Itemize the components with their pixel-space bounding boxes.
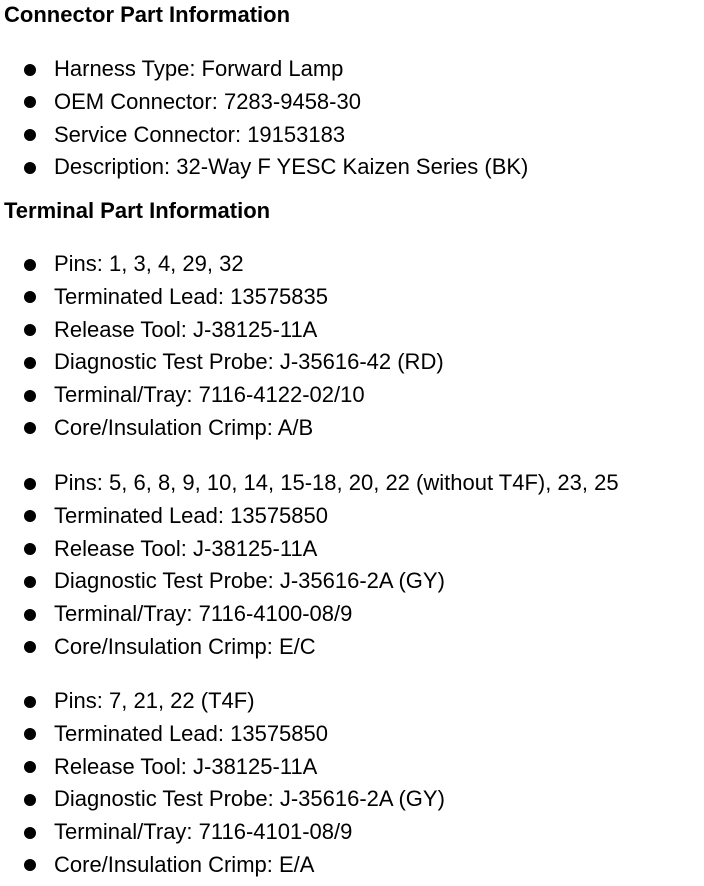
bullet-icon — [24, 794, 36, 806]
bullet-icon — [24, 478, 36, 490]
service-connector: Service Connector: 19153183 — [54, 121, 346, 147]
diagnostic-test-probe: Diagnostic Test Probe: J-35616-2A (GY) — [54, 786, 445, 812]
terminated-lead: Terminated Lead: 13575850 — [54, 720, 328, 746]
bullet-icon — [24, 761, 36, 773]
bullet-icon — [24, 422, 36, 434]
bullet-icon — [24, 162, 36, 174]
bullet-icon — [24, 641, 36, 653]
terminal-tray: Terminal/Tray: 7116-4100-08/9 — [54, 601, 353, 627]
bullet-icon — [24, 259, 36, 271]
bullet-icon — [24, 64, 36, 76]
diagnostic-test-probe: Diagnostic Test Probe: J-35616-42 (RD) — [54, 349, 444, 375]
release-tool: Release Tool: J-38125-11A — [54, 316, 318, 342]
bullet-icon — [24, 827, 36, 839]
terminated-lead: Terminated Lead: 13575850 — [54, 502, 328, 528]
bullet-icon — [24, 696, 36, 708]
bullet-icon — [24, 129, 36, 141]
release-tool: Release Tool: J-38125-11A — [54, 535, 318, 561]
bullet-icon — [24, 324, 36, 336]
pins: Pins: 5, 6, 8, 9, 10, 14, 15-18, 20, 22 (without T4F), 23, 25 — [54, 470, 619, 495]
core-insulation-crimp: Core/Insulation Crimp: E/A — [54, 851, 315, 877]
bullet-icon — [24, 728, 36, 740]
harness-type: Harness Type: Forward Lamp — [54, 56, 344, 81]
bullet-icon — [24, 859, 36, 871]
bullet-icon — [24, 543, 36, 555]
terminal-part-heading: Terminal Part Information — [4, 198, 271, 223]
oem-connector: OEM Connector: 7283-9458-30 — [54, 88, 361, 114]
terminated-lead: Terminated Lead: 13575835 — [54, 283, 328, 309]
diagnostic-test-probe: Diagnostic Test Probe: J-35616-2A (GY) — [54, 568, 445, 594]
bullet-icon — [24, 357, 36, 369]
pins: Pins: 1, 3, 4, 29, 32 — [54, 251, 244, 276]
bullet-icon — [24, 390, 36, 402]
connector-part-heading: Connector Part Information — [4, 2, 291, 27]
core-insulation-crimp: Core/Insulation Crimp: A/B — [54, 414, 314, 440]
bullet-icon — [24, 96, 36, 108]
description: Description: 32-Way F YESC Kaizen Series (BK) — [54, 154, 529, 180]
bullet-icon — [24, 510, 36, 522]
bullet-icon — [24, 576, 36, 588]
terminal-tray: Terminal/Tray: 7116-4122-02/10 — [54, 382, 365, 408]
bullet-icon — [24, 609, 36, 621]
bullet-icon — [24, 291, 36, 303]
pins: Pins: 7, 21, 22 (T4F) — [54, 688, 255, 713]
release-tool: Release Tool: J-38125-11A — [54, 753, 318, 779]
core-insulation-crimp: Core/Insulation Crimp: E/C — [54, 633, 316, 659]
terminal-tray: Terminal/Tray: 7116-4101-08/9 — [54, 819, 353, 845]
